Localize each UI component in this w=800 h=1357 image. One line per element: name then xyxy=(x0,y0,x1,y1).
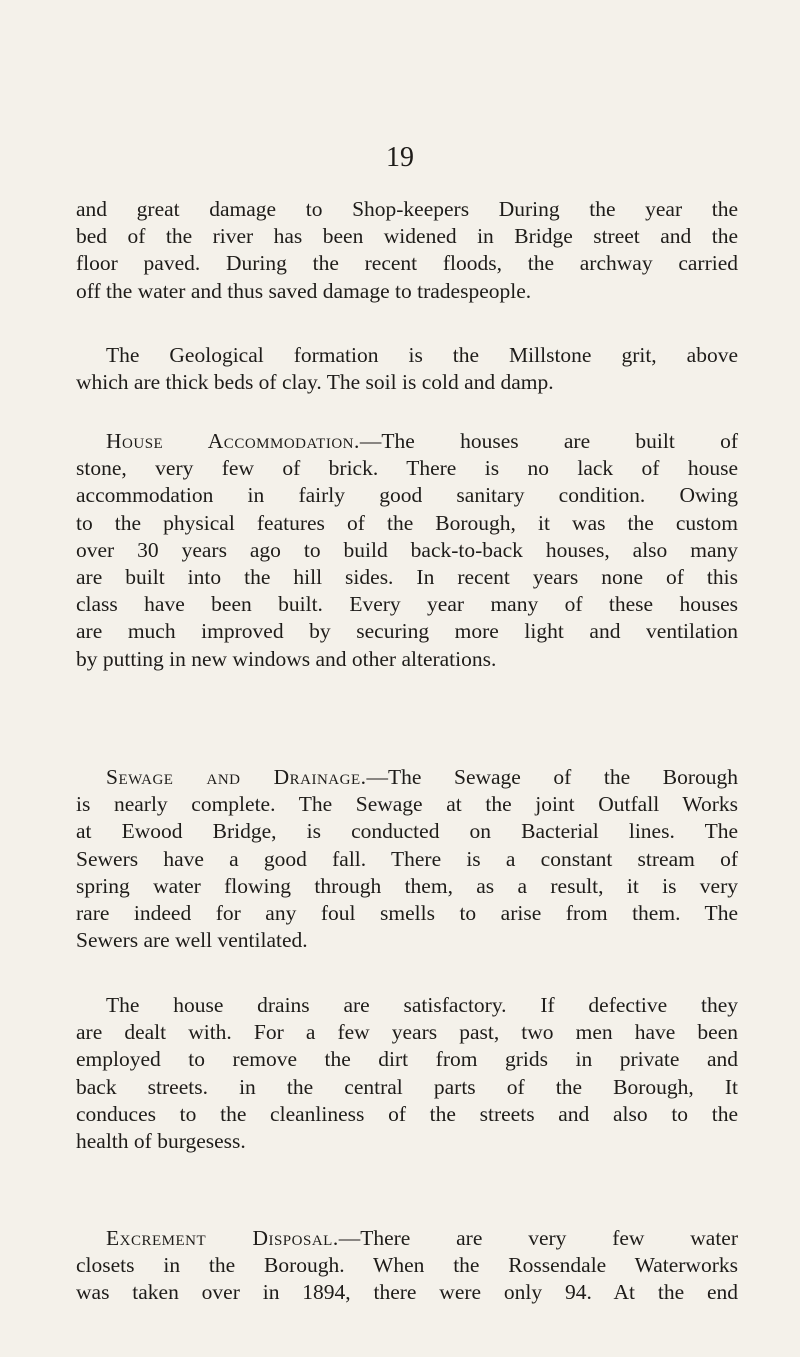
text-line: spring water flowing through them, as a result, it is very xyxy=(76,873,738,898)
text-line: stone, very few of brick. There is no lack of house xyxy=(76,456,738,481)
text-line: over 30 years ago to build back-to-back houses, also many xyxy=(76,537,738,562)
section-heading-excrement-disposal: Excrement Disposal. xyxy=(106,1226,339,1250)
text-line: was taken over in 1894, there were only 94. At the end xyxy=(76,1280,738,1305)
paragraph-house-drains xyxy=(76,992,738,1155)
paragraph-floods xyxy=(76,196,738,305)
text-line: The house drains are satisfactory. If defective they xyxy=(106,993,738,1017)
section-heading-house-accommodation: House Accommodation. xyxy=(106,429,360,453)
paragraph-sewage-drainage xyxy=(76,764,738,954)
text-fragment: —The houses are built of xyxy=(359,429,739,453)
text-line: bed of the river has been widened in Bridge street and the xyxy=(76,224,738,249)
text-fragment: —The Sewage of the Borough xyxy=(366,765,738,789)
text-line: and great damage to Shop-keepers During the year the xyxy=(76,197,738,221)
text-fragment: —There are very few water xyxy=(338,1226,738,1250)
paragraph-geology xyxy=(76,342,738,396)
paragraph-excrement-disposal xyxy=(76,1225,738,1307)
page-number: 19 xyxy=(386,142,414,173)
section-heading-sewage-drainage: Sewage and Drainage. xyxy=(106,765,367,789)
text-line: are much improved by securing more light and ventilation xyxy=(76,619,738,644)
text-line: class have been built. Every year many of these houses xyxy=(76,592,738,617)
text-line: which are thick beds of clay. The soil is cold and damp. xyxy=(76,370,554,395)
text-line: are built into the hill sides. In recent years none of this xyxy=(76,565,738,590)
text-line: Sewers are well ventilated. xyxy=(76,928,308,953)
text-line: health of burgesess. xyxy=(76,1129,246,1154)
text-line xyxy=(76,1225,738,1252)
text-line: conduces to the cleanliness of the streets and also to the xyxy=(76,1101,738,1126)
text-line: is nearly complete. The Sewage at the joint Outfall Works xyxy=(76,792,738,817)
text-line: by putting in new windows and other alterations. xyxy=(76,646,497,671)
text-line: Sewers have a good fall. There is a constant stream of xyxy=(76,846,738,871)
text-line: are dealt with. For a few years past, two men have been xyxy=(76,1020,738,1045)
text-line: at Ewood Bridge, is conducted on Bacterial lines. The xyxy=(76,819,738,844)
paragraph-house-accommodation xyxy=(76,428,738,673)
text-line: The Geological formation is the Millstone grit, above xyxy=(106,343,738,367)
text-line: off the water and thus saved damage to tradespeople. xyxy=(76,278,532,303)
text-line: accommodation in fairly good sanitary condition. Owing xyxy=(76,483,738,508)
text-line: to the physical features of the Borough, it was the custom xyxy=(76,510,738,535)
text-line xyxy=(76,428,738,455)
text-line: rare indeed for any foul smells to arise from them. The xyxy=(76,901,738,926)
text-line: back streets. in the central parts of the Borough, It xyxy=(76,1074,738,1099)
text-line: floor paved. During the recent floods, the archway carried xyxy=(76,251,738,276)
text-line: employed to remove the dirt from grids in private and xyxy=(76,1047,738,1072)
text-line xyxy=(76,764,738,791)
text-line: closets in the Borough. When the Rossendale Waterworks xyxy=(76,1253,738,1278)
